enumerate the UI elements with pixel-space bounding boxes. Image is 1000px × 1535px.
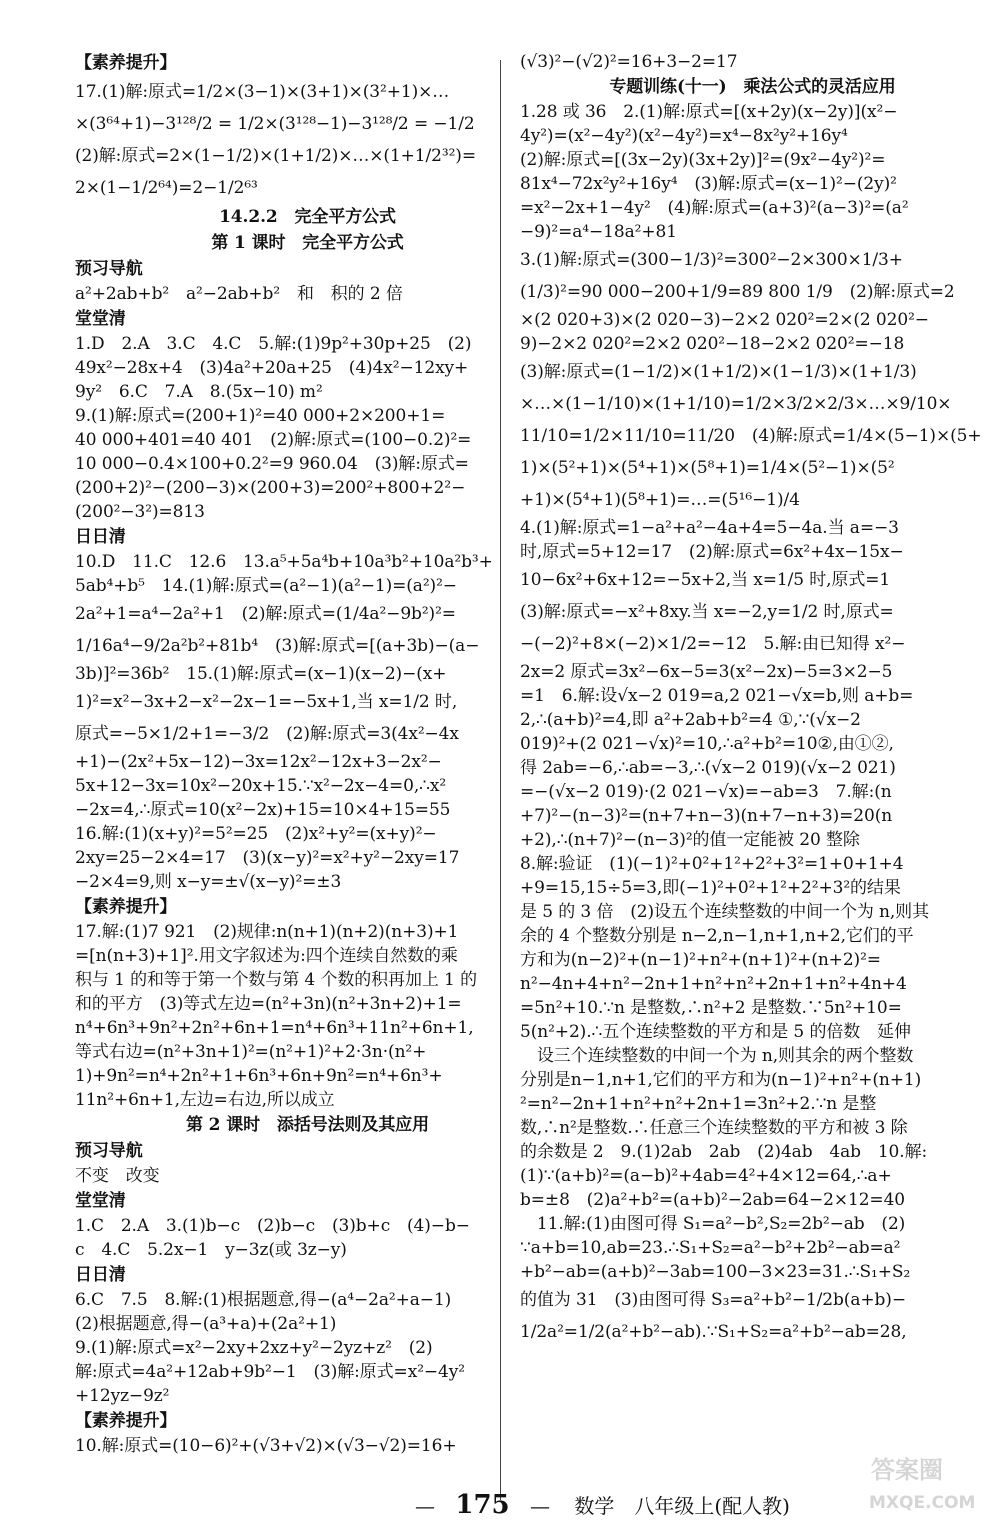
right-line: ∵a+b=10,ab=23.∴S₁+S₂=a²−b²+2b²−ab=a² xyxy=(520,1238,901,1258)
left-line: =[n(n+3)+1]².用文字叙述为:四个连续自然数的乘 xyxy=(75,946,458,966)
right-line: +9=15,15÷5=3,即(−1)²+0²+1²+2²+3²的结果 xyxy=(520,878,901,898)
watermark-logo xyxy=(863,1446,978,1521)
left-line: 17.解:(1)7 921 (2)规律:n(n+1)(n+2)(n+3)+1 xyxy=(75,922,459,942)
left-line: 1.D 2.A 3.C 4.C 5.解:(1)9p²+30p+25 (2) xyxy=(75,334,472,354)
left-line: 解:原式=4a²+12ab+9b²−1 (3)解:原式=x²−4y² xyxy=(75,1362,465,1382)
right-line: 1)×(5²+1)×(5⁴+1)×(5⁸+1)=1/4×(5²−1)×(5² xyxy=(520,458,895,478)
right-line: 2x=2 原式=3x²−6x−5=3(x²−2x)−5=3×2−5 xyxy=(520,662,893,682)
left-line: a²+2ab+b² a²−2ab+b² 和 积的 2 倍 xyxy=(75,284,403,304)
right-line: =−(√x−2 019)·(2 021−√x)=−ab=3 7.解:(n xyxy=(520,782,892,802)
left-line: 堂堂清 xyxy=(75,309,126,329)
right-line: 11.解:(1)由图可得 S₁=a²−b²,S₂=2b²−ab (2) xyxy=(520,1214,906,1234)
right-column xyxy=(520,50,985,1348)
left-line: 1)+9n²=n⁴+2n²+1+6n³+6n+9n²=n⁴+6n³+ xyxy=(75,1066,443,1086)
left-line: (200²−3²)=813 xyxy=(75,502,205,522)
page-number: 175 xyxy=(455,1490,510,1520)
left-line: 不变 改变 xyxy=(75,1166,160,1186)
left-line: 原式=−5×1/2+1=−3/2 (2)解:原式=3(4x²−4x xyxy=(75,724,459,744)
right-line: −9)²=a⁴−18a²+81 xyxy=(520,222,677,242)
left-line: 49x²−28x+4 (3)4a²+20a+25 (4)4x²−12xy+ xyxy=(75,358,469,378)
left-line: 5ab⁴+b⁵ 14.(1)解:原式=(a²−1)(a²−1)=(a²)²− xyxy=(75,576,457,596)
left-line: 9y² 6.C 7.A 8.(5x−10) m² xyxy=(75,382,323,402)
left-line: 2a²+1=a⁴−2a²+1 (2)解:原式=(1/4a²−9b²)²= xyxy=(75,604,456,624)
left-line: 16.解:(1)(x+y)²=5²=25 (2)x²+y²=(x+y)²− xyxy=(75,824,437,844)
left-line: 预习导航 xyxy=(75,1141,143,1161)
right-line: 11/10=1/2×11/10=11/20 (4)解:原式=1/4×(5−1)×(5+ xyxy=(520,426,982,446)
right-line: 81x⁴−72x²y²+16y⁴ (3)解:原式=(x−1)²−(2y)² xyxy=(520,174,897,194)
left-line: 【素养提升】 xyxy=(75,897,177,917)
right-line: 10−6x²+6x+12=−5x+2,当 x=1/5 时,原式=1 xyxy=(520,570,891,590)
left-line: 预习导航 xyxy=(75,259,143,279)
left-line: (200+2)²−(200−3)×(200+3)=200²+800+2²− xyxy=(75,478,466,498)
page-footer xyxy=(415,1490,790,1520)
footer-dash-right: — xyxy=(530,1494,550,1518)
left-line: (2)根据题意,得−(a³+a)+(2a²+1) xyxy=(75,1314,337,1334)
left-line: 堂堂清 xyxy=(75,1191,126,1211)
left-line: +12yz−9z² xyxy=(75,1386,170,1406)
left-line: 6.C 7.5 8.解:(1)根据题意,得−(a⁴−2a²+a−1) xyxy=(75,1290,452,1310)
left-line: 等式右边=(n²+3n+1)²=(n²+1)²+2·3n·(n²+ xyxy=(75,1042,427,1062)
right-line: 8.解:验证 (1)(−1)²+0²+1²+2²+3²=1+0+1+4 xyxy=(520,854,904,874)
left-line: 日日清 xyxy=(75,527,126,547)
right-line: 的值为 31 (3)由图可得 S₃=a²+b²−1/2b(a+b)− xyxy=(520,1290,906,1310)
left-line: (2)解:原式=2×(1−1/2)×(1+1/2)×…×(1+1/2³²)= xyxy=(75,146,476,166)
footer-dash-left: — xyxy=(415,1494,435,1518)
right-line: 得 2ab=−6,∴ab=−3,∴(√x−2 019)(√x−2 021) xyxy=(520,758,896,778)
right-line: 数,∴n²是整数.∴任意三个连续整数的平方和被 3 除 xyxy=(520,1118,908,1138)
right-line: 4.(1)解:原式=1−a²+a²−4a+4=5−4a.当 a=−3 xyxy=(520,518,899,538)
right-line: 是 5 的 3 倍 (2)设五个连续整数的中间一个为 n,则其 xyxy=(520,902,929,922)
left-line: 【素养提升】 xyxy=(75,1411,177,1431)
right-line: ×…×(1−1/10)×(1+1/10)=1/2×3/2×2/3×…×9/10× xyxy=(520,394,952,414)
left-line: ×(3⁶⁴+1)−3¹²⁸/2 = 1/2×(3¹²⁸−1)−3¹²⁸/2 = −1/2 xyxy=(75,114,475,134)
left-line: +1)−(2x²+5x−12)−3x=12x²−12x+3−2x²− xyxy=(75,752,442,772)
right-line: (1)∵(a+b)²=(a−b)²+4ab=4²+4×12=64,∴a+ xyxy=(520,1166,892,1186)
right-line: 方和为(n−2)²+(n−1)²+n²+(n+1)²+(n+2)²= xyxy=(520,950,881,970)
left-line: 1.C 2.A 3.(1)b−c (2)b−c (3)b+c (4)−b− xyxy=(75,1216,470,1236)
right-line: =5n²+10.∵n 是整数,∴n²+2 是整数.∵5n²+10= xyxy=(520,998,902,1018)
left-line: 17.(1)解:原式=1/2×(3−1)×(3+1)×(3²+1)×… xyxy=(75,82,450,102)
right-line: 9)−2×2 020²=2×2 020²−18−2×2 020²=−18 xyxy=(520,334,905,354)
left-line: c 4.C 5.2x−1 y−3z(或 3z−y) xyxy=(75,1240,347,1260)
right-line: 余的 4 个整数分别是 n−2,n−1,n+1,n+2,它们的平 xyxy=(520,926,914,946)
right-line: =x²−2x+1−4y² (4)解:原式=(a+3)²(a−3)²=(a² xyxy=(520,198,909,218)
right-line: +7)²−(n−3)²=(n+7+n−3)(n+7−n+3)=20(n xyxy=(520,806,893,826)
left-line: 3b)]²=36b² 15.(1)解:原式=(x−1)(x−2)−(x+ xyxy=(75,664,447,684)
left-line: n⁴+6n³+9n²+2n²+6n+1=n⁴+6n³+11n²+6n+1, xyxy=(75,1018,474,1038)
left-column xyxy=(75,50,540,1458)
watermark-line2: MXQE.COM xyxy=(869,1493,976,1513)
left-line: 5x+12−3x=10x²−20x+15.∵x²−2x−4=0,∴x² xyxy=(75,776,447,796)
right-line: 时,原式=5+12=17 (2)解:原式=6x²+4x−15x− xyxy=(520,542,904,562)
right-line: 3.(1)解:原式=(300−1/3)²=300²−2×300×1/3+ xyxy=(520,250,903,270)
right-line: 设三个连续整数的中间一个为 n,则其余的两个整数 xyxy=(520,1046,914,1066)
left-line: 和的平方 (3)等式左边=(n²+3n)(n²+3n+2)+1= xyxy=(75,994,462,1014)
left-line: 第 2 课时 添括号法则及其应用 xyxy=(185,1115,430,1135)
right-line: 5(n²+2).∴五个连续整数的平方和是 5 的倍数 延伸 xyxy=(520,1022,911,1042)
right-line: +2),∴(n+7)²−(n−3)²的值一定能被 20 整除 xyxy=(520,830,860,850)
left-line: 2×(1−1/2⁶⁴)=2−1/2⁶³ xyxy=(75,178,258,198)
right-line: 专题训练(十一) 乘法公式的灵活应用 xyxy=(609,77,896,97)
right-line: n²−4n+4+n²−2n+1+n²+n²+2n+1+n²+4n+4 xyxy=(520,974,907,994)
right-line: +1)×(5⁴+1)(5⁸+1)=…=(5¹⁶−1)/4 xyxy=(520,490,800,510)
right-line: 019)²+(2 021−√x)²=10,∴a²+b²=10②,由①②, xyxy=(520,734,894,754)
left-line: 1)²=x²−3x+2−x²−2x−1=−5x+1,当 x=1/2 时, xyxy=(75,692,458,712)
left-line: 日日清 xyxy=(75,1265,126,1285)
right-line: =1 6.解:设√x−2 019=a,2 021−√x=b,则 a+b= xyxy=(520,686,914,706)
left-line: 10.D 11.C 12.6 13.a⁵+5a⁴b+10a³b²+10a²b³+ xyxy=(75,552,493,572)
left-line: 14.2.2 完全平方公式 xyxy=(219,207,396,227)
left-line: 1/16a⁴−9/2a²b²+81b⁴ (3)解:原式=[(a+3b)−(a− xyxy=(75,636,480,656)
right-line: 1/2a²=1/2(a²+b²−ab).∵S₁+S₂=a²+b²−ab=28, xyxy=(520,1322,907,1342)
left-line: 积与 1 的和等于第一个数与第 4 个数的积再加上 1 的 xyxy=(75,970,477,990)
right-line: 2,∴(a+b)²=4,即 a²+2ab+b²=4 ①,∵(√x−2 xyxy=(520,710,861,730)
right-line: (1/3)²=90 000−200+1/9=89 800 1/9 (2)解:原式=2 xyxy=(520,282,955,302)
right-line: 4y²)=(x²−4y²)(x²−4y²)=x⁴−8x²y²+16y⁴ xyxy=(520,126,848,146)
right-line: 的余数是 2 9.(1)2ab 2ab (2)4ab 4ab 10.解: xyxy=(520,1142,928,1162)
right-line: (3)解:原式=−x²+8xy.当 x=−2,y=1/2 时,原式= xyxy=(520,602,894,622)
left-line: 第 1 课时 完全平方公式 xyxy=(211,233,404,253)
right-line: ²=n²−2n+1+n²+n²+2n+1=3n²+2.∵n 是整 xyxy=(520,1094,877,1114)
left-line: 9.(1)解:原式=x²−2xy+2xz+y²−2yz+z² (2) xyxy=(75,1338,433,1358)
footer-subject: 数学 八年级上(配人教) xyxy=(574,1494,790,1518)
left-line: 10 000−0.4×100+0.2²=9 960.04 (3)解:原式= xyxy=(75,454,469,474)
right-line: 1.28 或 36 2.(1)解:原式=[(x+2y)(x−2y)](x²− xyxy=(520,102,898,122)
right-line: +b²−ab=(a+b)²−3ab=100−3×23=31.∴S₁+S₂ xyxy=(520,1262,911,1282)
left-line: 2xy=25−2×4=17 (3)(x−y)²=x²+y²−2xy=17 xyxy=(75,848,460,868)
right-line: 分别是n−1,n+1,它们的平方和为(n−1)²+n²+(n+1) xyxy=(520,1070,922,1090)
left-line: 40 000+401=40 401 (2)解:原式=(100−0.2)²= xyxy=(75,430,472,450)
right-line: (√3)²−(√2)²=16+3−2=17 xyxy=(520,52,738,72)
left-line: −2×4=9,则 x−y=±√(x−y)²=±3 xyxy=(75,872,342,892)
right-line: −(−2)²+8×(−2)×1/2=−12 5.解:由已知得 x²− xyxy=(520,634,906,654)
left-line: 9.(1)解:原式=(200+1)²=40 000+2×200+1= xyxy=(75,406,446,426)
column-divider xyxy=(500,60,501,1500)
right-line: b=±8 (2)a²+b²=(a+b)²−2ab=64−2×12=40 xyxy=(520,1190,906,1210)
left-line: 10.解:原式=(10−6)²+(√3+√2)×(√3−√2)=16+ xyxy=(75,1436,457,1456)
right-line: (3)解:原式=(1−1/2)×(1+1/2)×(1−1/3)×(1+1/3) xyxy=(520,362,917,382)
left-line: 【素养提升】 xyxy=(75,53,177,73)
watermark-line1: 答案圈 xyxy=(871,1456,943,1484)
left-line: −2x=4,∴原式=10(x²−2x)+15=10×4+15=55 xyxy=(75,800,451,820)
right-line: (2)解:原式=[(3x−2y)(3x+2y)]²=(9x²−4y²)²= xyxy=(520,150,886,170)
right-line: ×(2 020+3)×(2 020−3)−2×2 020²=2×(2 020²− xyxy=(520,310,929,330)
left-line: 11n²+6n+1,左边=右边,所以成立 xyxy=(75,1090,335,1110)
